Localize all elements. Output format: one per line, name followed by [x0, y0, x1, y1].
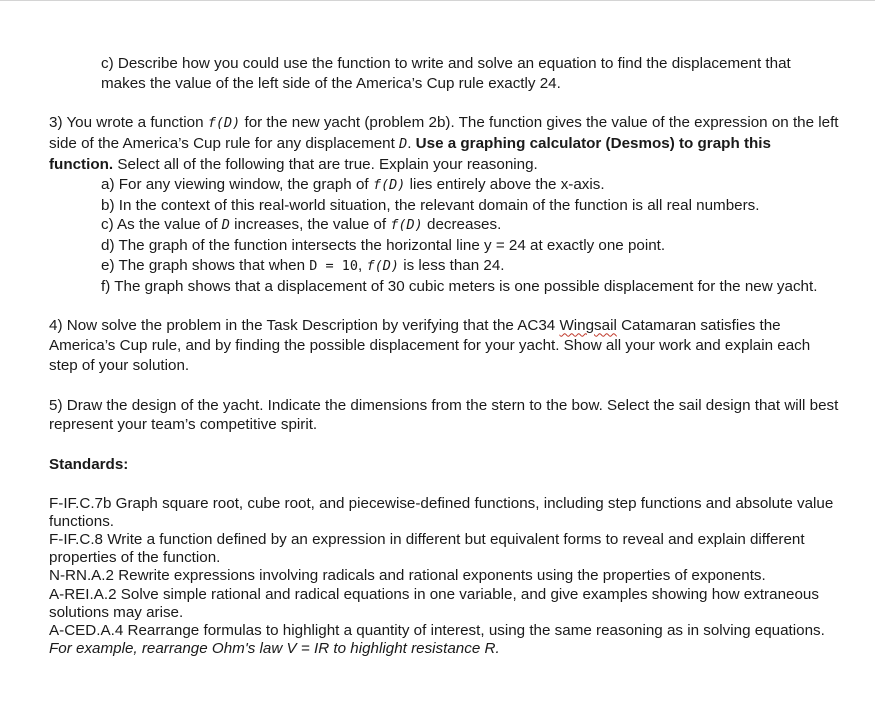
option-b: b) In the context of this real-world situation, the relevant domain of the function is all real numbers.	[101, 196, 760, 214]
top-divider	[0, 0, 875, 1]
option-a: a) For any viewing window, the graph of f(D) lies entirely above the x-axis.	[101, 175, 605, 193]
standards-heading: Standards:	[49, 455, 129, 473]
standards-list	[49, 495, 839, 659]
question-3-intro: 3) You wrote a function f(D) for the new yacht (problem 2b). The function gives the value of the expression on the left side of the America’s Cup rule for any displacement D. Use a graphing calculator (Desmos) to graph this function. Select all of the following that are true. Explain your reasoning.	[49, 114, 839, 173]
variable-D: D	[399, 136, 408, 153]
function-fD: f(D)	[207, 115, 241, 132]
standard-item: N-RN.A.2 Rewrite expressions involving radicals and rational exponents using the properties of exponents.	[49, 567, 766, 585]
question-4: 4) Now solve the problem in the Task Description by verifying that the AC34 Wingsail Catamaran satisfies the America’s Cup rule, and by finding the possible displacement for your yacht. Show all your work and explain each step of your solution.	[49, 317, 811, 374]
bold-instruction: Use a graphing calculator (Desmos) to graph this function.	[49, 135, 771, 173]
question-3-options	[49, 175, 839, 297]
option-d: d) The graph of the function intersects the horizontal line y = 24 at exactly one point.	[101, 237, 666, 255]
standard-item: A-REI.A.2 Solve simple rational and radical equations in one variable, and give examples showing how extraneous solutions may arise.	[49, 585, 819, 621]
spellcheck-word: Wingsail	[559, 317, 617, 335]
question-5: 5) Draw the design of the yacht. Indicate the dimensions from the stern to the bow. Select the sail design that will best represent your team’s competitive spirit.	[49, 396, 839, 434]
option-c: c) As the value of D increases, the value of f(D) decreases.	[101, 216, 502, 234]
standard-example: For example, rearrange Ohm's law V = IR to highlight resistance R.	[49, 640, 500, 658]
standard-item: F-IF.C.8 Write a function defined by an expression in different but equivalent forms to reveal and explain different properties of the function.	[49, 530, 805, 567]
standard-item: F-IF.C.7b Graph square root, cube root, and piecewise-defined functions, including step functions and absolute value functions.	[49, 494, 834, 530]
equation-D-10: D = 10	[309, 257, 359, 274]
document-body	[49, 54, 839, 658]
standard-item: A-CED.A.4 Rearrange formulas to highlight a quantity of interest, using the same reasoning as in solving equations. For example, rearrange Ohm's law V = IR to highlight resistance R.	[49, 621, 825, 658]
option-e: e) The graph shows that when D = 10, f(D) is less than 24.	[101, 256, 505, 274]
option-f: f) The graph shows that a displacement of 30 cubic meters is one possible displacement for the new yacht.	[101, 277, 818, 295]
question-2c: c) Describe how you could use the function to write and solve an equation to find the displacement that makes the value of the left side of the America’s Cup rule exactly 24.	[101, 55, 791, 92]
